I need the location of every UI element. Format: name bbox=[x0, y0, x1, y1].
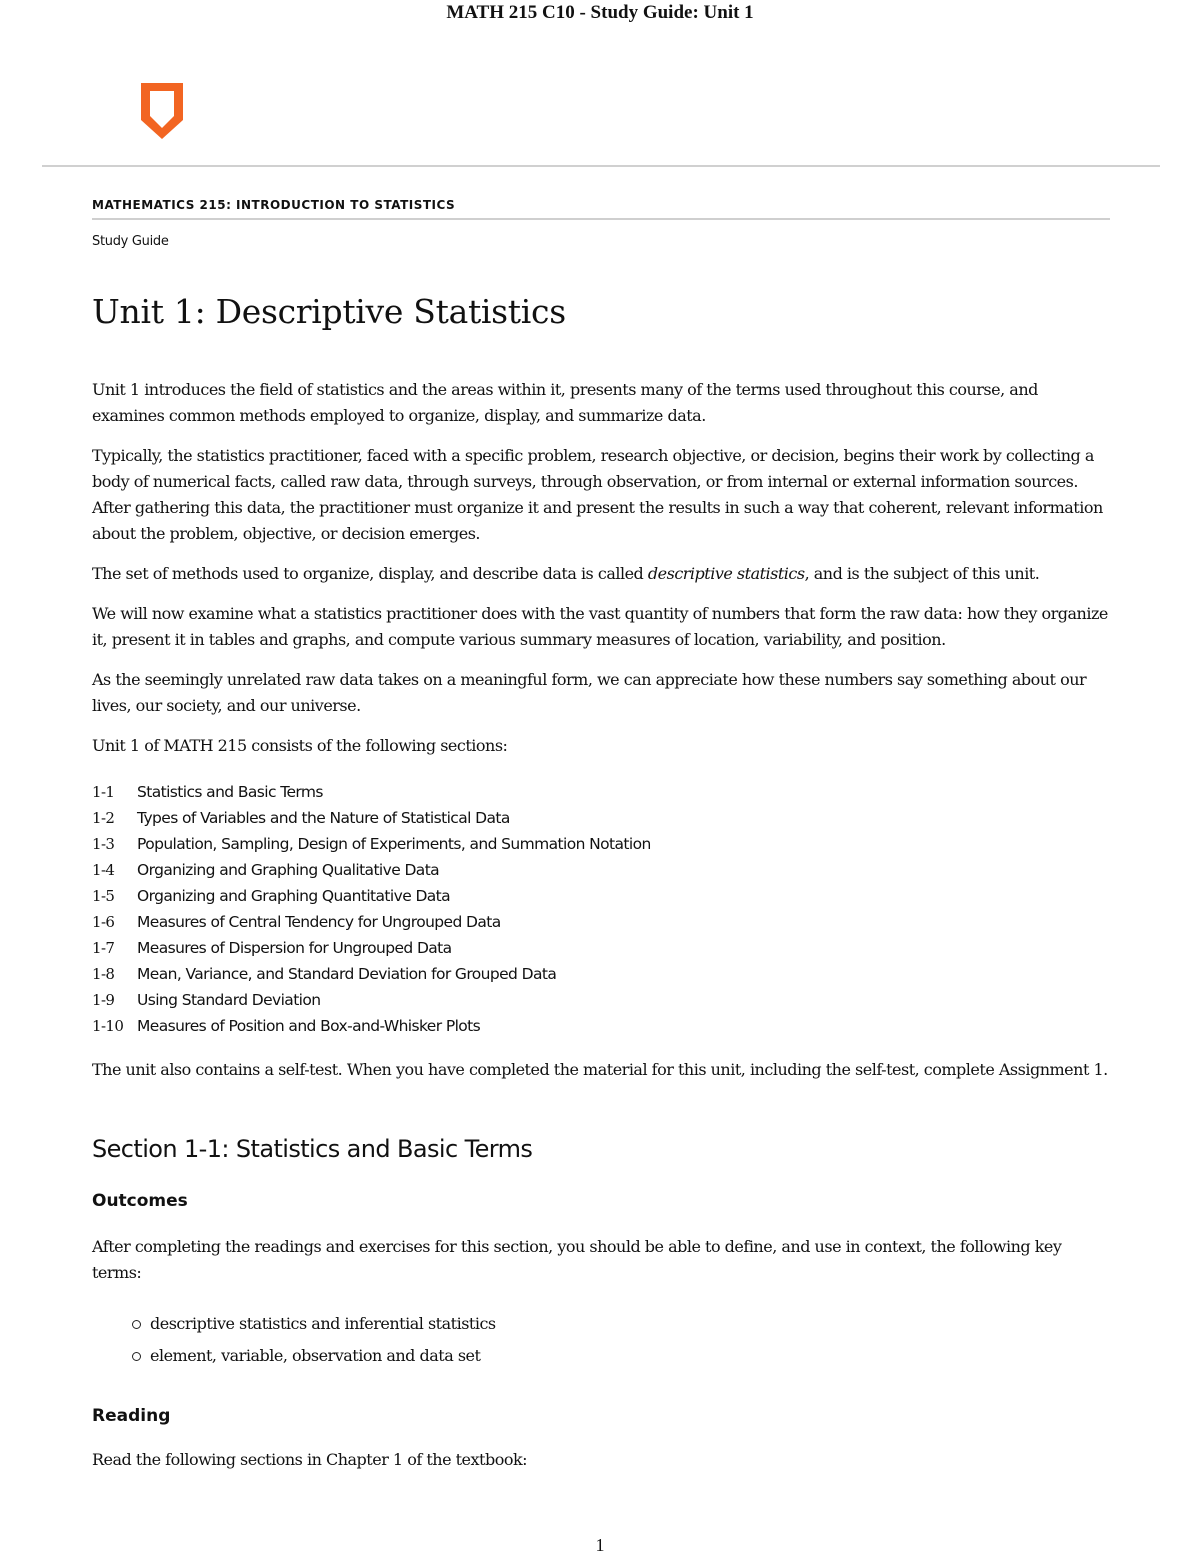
section-number: 1-4 bbox=[92, 861, 115, 879]
outcomes-intro: After completing the readings and exercises for this section, you should be able to define, and use in context, the following key terms: bbox=[92, 1237, 1062, 1282]
section-title: Organizing and Graphing Qualitative Data bbox=[137, 861, 440, 879]
section-title: Using Standard Deviation bbox=[137, 991, 321, 1009]
section-number: 1-8 bbox=[92, 965, 115, 983]
section-title: Types of Variables and the Nature of Statistical Data bbox=[137, 809, 510, 827]
section-title: Organizing and Graphing Quantitative Data bbox=[137, 887, 451, 905]
course-title-divider bbox=[92, 218, 1110, 220]
paragraph-text: , and is the subject of this unit. bbox=[804, 564, 1040, 583]
section-title: Mean, Variance, and Standard Deviation for Grouped Data bbox=[137, 965, 557, 983]
list-item bbox=[132, 1340, 1110, 1372]
section-number: 1-10 bbox=[92, 1017, 124, 1035]
header-divider bbox=[42, 165, 1160, 167]
section-number: 1-6 bbox=[92, 913, 115, 931]
list-item bbox=[92, 909, 1110, 935]
section-title: Statistics and Basic Terms bbox=[137, 783, 323, 801]
list-item bbox=[92, 883, 1110, 909]
list-item bbox=[92, 1013, 1110, 1039]
reading-intro: Read the following sections in Chapter 1 of the textbook: bbox=[92, 1450, 528, 1469]
main-content bbox=[92, 288, 1110, 1487]
page-header: MATH 215 C10 - Study Guide: Unit 1 bbox=[446, 2, 754, 23]
section-title: Population, Sampling, Design of Experiments, and Summation Notation bbox=[137, 835, 651, 853]
outcome-list bbox=[132, 1308, 1110, 1372]
section-list bbox=[92, 779, 1110, 1039]
outcome-text: element, variable, observation and data set bbox=[150, 1346, 481, 1365]
outcomes-heading: Outcomes bbox=[92, 1191, 188, 1211]
list-item bbox=[92, 935, 1110, 961]
meaningful-form-paragraph: As the seemingly unrelated raw data takes on a meaningful form, we can appreciate how these numbers say something about our lives, our society, and our universe. bbox=[92, 670, 1087, 715]
section-title: Measures of Position and Box-and-Whisker Plots bbox=[137, 1017, 481, 1035]
paragraph-text: The set of methods used to organize, display, and describe data is called bbox=[92, 564, 648, 583]
descriptive-statistics-paragraph bbox=[92, 561, 1110, 587]
outcome-text: descriptive statistics and inferential statistics bbox=[150, 1314, 496, 1333]
list-item bbox=[92, 805, 1110, 831]
section-heading: Section 1-1: Statistics and Basic Terms bbox=[92, 1135, 533, 1163]
page-number: 1 bbox=[595, 1535, 605, 1555]
list-item bbox=[92, 779, 1110, 805]
section-title: Measures of Central Tendency for Ungrouped Data bbox=[137, 913, 501, 931]
doc-label: Study Guide bbox=[92, 234, 169, 249]
reading-heading: Reading bbox=[92, 1406, 171, 1426]
unit-title: Unit 1: Descriptive Statistics bbox=[92, 292, 566, 331]
section-number: 1-7 bbox=[92, 939, 115, 957]
section-number: 1-5 bbox=[92, 887, 115, 905]
section-number: 1-3 bbox=[92, 835, 115, 853]
section-number: 1-1 bbox=[92, 783, 115, 801]
section-number: 1-2 bbox=[92, 809, 115, 827]
shield-icon bbox=[138, 80, 186, 142]
sections-intro: Unit 1 of MATH 215 consists of the following sections: bbox=[92, 736, 508, 755]
emphasized-term: descriptive statistics bbox=[647, 564, 805, 583]
list-item bbox=[92, 961, 1110, 987]
list-item bbox=[132, 1308, 1110, 1340]
list-item bbox=[92, 857, 1110, 883]
section-title: Measures of Dispersion for Ungrouped Data bbox=[137, 939, 452, 957]
list-item bbox=[92, 831, 1110, 857]
intro-paragraph-1: Unit 1 introduces the field of statistics and the areas within it, presents many of the terms used throughout this course, and examines common methods employed to organize, display, and summarize data. bbox=[92, 380, 1038, 425]
circle-bullet-icon bbox=[132, 1352, 141, 1361]
course-title: MATHEMATICS 215: INTRODUCTION TO STATISTICS bbox=[92, 198, 456, 212]
practitioner-paragraph: We will now examine what a statistics practitioner does with the vast quantity of numbers that form the raw data: how they organize it, present it in tables and graphs, and compute various summary measures of location, variability, and position. bbox=[92, 604, 1108, 649]
intro-paragraph-2: Typically, the statistics practitioner, faced with a specific problem, research objective, or decision, begins their work by collecting a body of numerical facts, called raw data, through surveys, through observation, or from internal or external information sources. After gathering this data, the practitioner must organize it and present the results in such a way that coherent, relevant information about the problem, objective, or decision emerges. bbox=[92, 446, 1103, 543]
selftest-paragraph: The unit also contains a self-test. When you have completed the material for this unit, including the self-test, complete Assignment 1. bbox=[92, 1060, 1108, 1079]
circle-bullet-icon bbox=[132, 1320, 141, 1329]
list-item bbox=[92, 987, 1110, 1013]
section-number: 1-9 bbox=[92, 991, 115, 1009]
